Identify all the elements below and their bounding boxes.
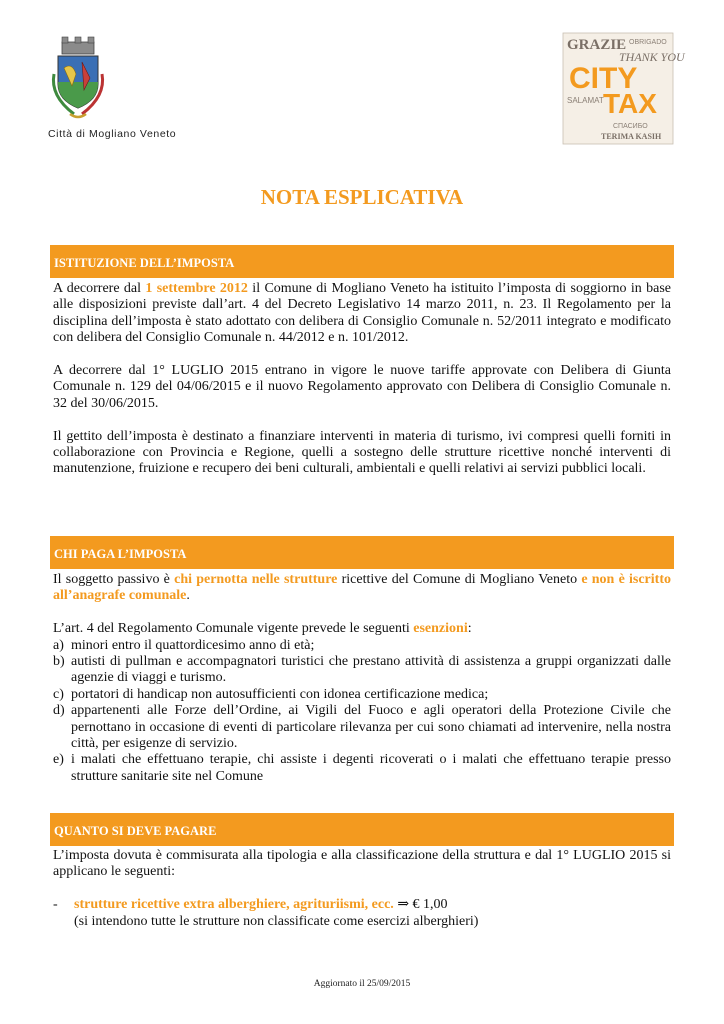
list-item <box>53 752 671 785</box>
rate-label: strutture ricettive extra alberghiere, agrituriismi, ecc. <box>74 897 394 913</box>
rate-line <box>74 897 671 913</box>
logo-word-obrigado: OBRIGADO <box>629 39 667 46</box>
section-body-quanto <box>53 848 671 930</box>
paragraph: A decorrere dal 1° LUGLIO 2015 entrano in vigore le nuove tariffe approvate con Delibera di Giunta Comunale n. 129 del 04/06/2015 e il nuovo Regolamento approvato con Delibera di Consiglio Comunale n. 32 del 30/06/2015. <box>53 363 671 411</box>
list-marker: a) <box>53 637 64 653</box>
paragraph <box>53 621 671 637</box>
list-marker: e) <box>53 752 64 768</box>
text-run: A decorrere dal <box>53 281 146 296</box>
highlight-text: chi pernotta nelle strutture <box>174 572 338 587</box>
paragraph: L’imposta dovuta è commisurata alla tipologia e alla classificazione della struttura e dal 1° LUGLIO 2015 si applicano le seguenti: <box>53 848 671 880</box>
section-body-istituzione <box>53 281 671 478</box>
highlight-text: e non è iscritto all’anagrafe comunale <box>53 572 671 604</box>
text-run: L’art. 4 del Regolamento Comunale vigente prevede le seguenti <box>53 621 414 637</box>
paragraph <box>53 281 671 347</box>
document-title: NOTA ESPLICATIVA <box>260 185 464 209</box>
list-item <box>53 654 671 687</box>
city-tax-logo <box>563 33 685 144</box>
rate-item <box>53 897 671 930</box>
logo-word-terima: TERIMA KASIH <box>601 132 662 141</box>
exemptions-list <box>53 638 671 786</box>
section-heading-istituzione: ISTITUZIONE DELL’IMPOSTA <box>50 245 674 278</box>
highlight-date: 1 settembre 2012 <box>145 281 248 296</box>
paragraph <box>53 572 671 605</box>
paragraph: Il gettito dell’imposta è destinato a finanziare interventi in materia di turismo, ivi compresi quelli forniti in collaborazione con Provincia e Regione, quelli a sostegno delle strutture ricettive nonché interventi di manutenzione, fruizione e recupero dei beni culturali, ambientali e quelli relativi ai servizi pubblici locali. <box>53 428 671 477</box>
list-item <box>53 687 671 703</box>
list-marker: c) <box>53 686 64 702</box>
text-run: : <box>467 621 472 637</box>
logo-word-tax: TAX <box>603 88 657 119</box>
list-item-text: minori entro il quattordicesimo anno di età; <box>71 637 315 653</box>
highlight-esenzioni: esenzioni <box>413 621 468 637</box>
rate-amount: € 1,00 <box>412 897 448 913</box>
list-item <box>53 638 671 654</box>
rate-note: (si intendono tutte le strutture non classificate come esercizi alberghieri) <box>74 913 479 929</box>
logo-word-city: CITY <box>569 62 638 95</box>
logo-word-spasibo: СПАСИБО <box>613 123 648 130</box>
section-heading-chi-paga: CHI PAGA L’IMPOSTA <box>50 536 674 569</box>
list-item-text: appartenenti alle Forze dell’Ordine, ai Vigili del Fuoco e agli operatori della Protezione Civile che pernottano in occasione di eventi di particolare rilevanza per cui sono chiamati ad intervenire, nella nostra città, per esigenze di servizio. <box>71 703 671 752</box>
logo-word-grazie: GRAZIE <box>567 37 627 53</box>
section-body-chi-paga <box>53 572 671 785</box>
list-item-text: i malati che effettuano terapie, chi assiste i degenti ricoverati o i malati che effettuano terapie presso strutture sanitarie site nel Comune <box>71 752 671 784</box>
list-marker: - <box>53 897 58 913</box>
list-marker: d) <box>53 703 65 719</box>
text-run: Il soggetto passivo è <box>53 572 175 587</box>
list-marker: b) <box>53 654 65 670</box>
text-run: . <box>186 588 190 604</box>
logo-word-thankyou: THANK YOU <box>619 50 685 64</box>
footer-updated: Aggiornato il 25/09/2015 <box>313 979 411 989</box>
list-item-text: portatori di handicap non autosufficienti con idonea certificazione medica; <box>71 686 489 702</box>
text-run: il Comune di Mogliano Veneto ha istituito l’imposta di soggiorno in base alle disposizioni previste dall’art. 4 del Decreto Legislativo 14 marzo 2011, n. 23. Il Regolamento per la disciplina dell’imposta è stato adottato con delibera di Consiglio Comunale n. 52/2011 integrato e modificato con delibera del Consiglio Comunale n. 44/2012 e n. 101/2012. <box>53 281 671 346</box>
text-run: ricettive del Comune di Mogliano Veneto <box>337 572 582 587</box>
city-name: Città di Mogliano Veneto <box>48 128 177 140</box>
list-item <box>53 703 671 752</box>
list-item-text: autisti di pullman e accompagnatori turistici che prestano attività di assistenza a gruppi organizzati dalle agenzie di viaggi e turismo. <box>71 654 671 686</box>
logo-word-salamat: SALAMAT <box>567 96 604 105</box>
city-crest-logo <box>44 34 112 122</box>
section-heading-quanto: QUANTO SI DEVE PAGARE <box>50 813 674 846</box>
arrow-icon: ⇒ <box>393 897 413 913</box>
